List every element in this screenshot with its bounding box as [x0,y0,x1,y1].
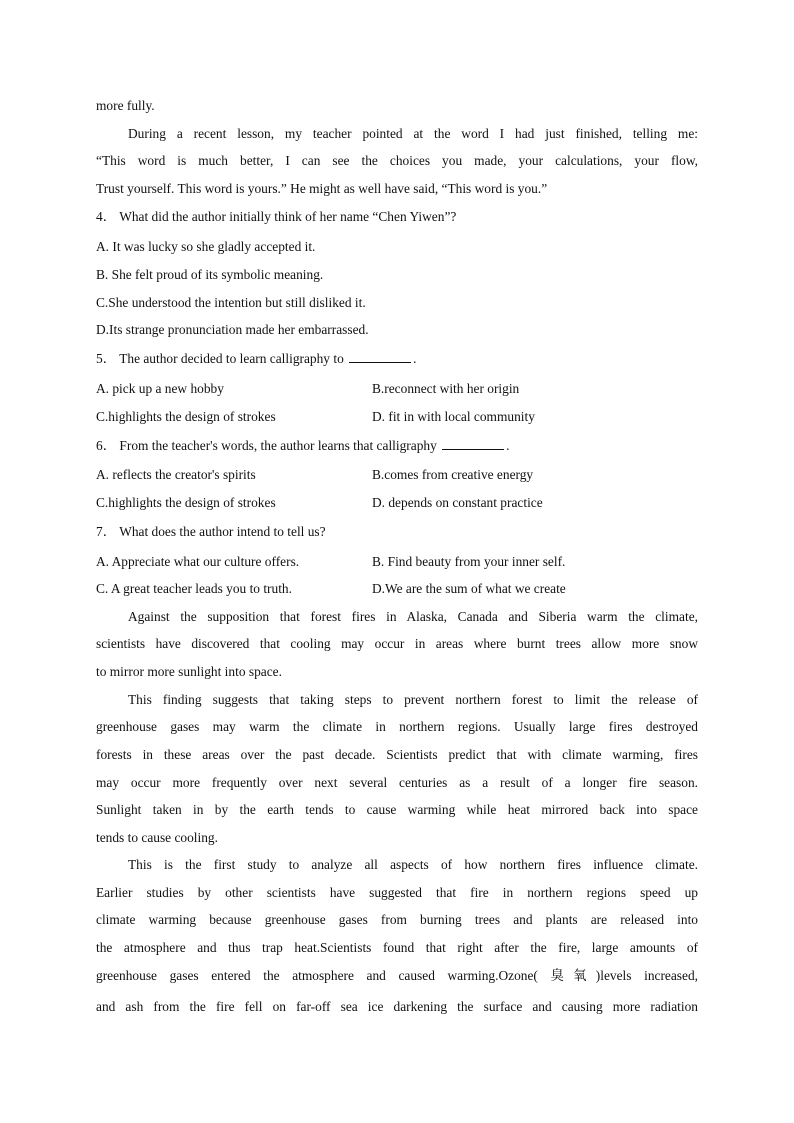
passage-line: greenhouse gases may warm the climate in northern regions. Usually large fires destroyed [96,719,698,734]
passage-line: This finding suggests that taking steps to prevent northern forest to limit the release of [128,692,698,707]
answer-option: B.reconnect with her origin [372,381,520,396]
passage-line: and ash from the fire fell on far-off sea ice darkening the surface and causing more radiation [96,999,698,1014]
answer-option: B. She felt proud of its symbolic meaning. [96,267,324,282]
passage-line: During a recent lesson, my teacher pointed at the word I had just finished, telling me: [128,126,698,141]
passage-line: tends to cause cooling. [96,830,218,845]
passage-line: may occur more frequently over next several centuries as a result of a longer fire season. [96,775,698,790]
answer-option: D.We are the sum of what we create [372,581,566,596]
answer-option: A. pick up a new hobby [96,381,224,396]
passage-line: the atmosphere and thus trap heat.Scientists found that right after the fire, large amounts of [96,940,698,955]
question-stem [96,437,510,454]
passage-line: Sunlight taken in by the earth tends to cause warming while heat mirrored back into space [96,802,698,817]
answer-option: D.Its strange pronunciation made her embarrassed. [96,322,369,337]
question-stem-text: 5． The author decided to learn calligraphy to [96,351,344,366]
question-stem: 7． What does the author intend to tell us? [96,524,326,539]
question-stem-end: . [506,438,510,453]
passage-line: Trust yourself. This word is yours.” He might as well have said, “This word is you.” [96,181,548,196]
answer-option: C.highlights the design of strokes [96,495,276,510]
passage-line: “This word is much better, I can see the choices you made, your calculations, your flow, [96,153,698,168]
question-stem-end: . [413,351,417,366]
answer-option: B. Find beauty from your inner self. [372,554,566,569]
question-stem [96,350,417,367]
passage-line: scientists have discovered that cooling may occur in areas where burnt trees allow more snow [96,636,698,651]
answer-blank [442,437,504,450]
answer-option: C.highlights the design of strokes [96,409,276,424]
passage-line: climate warming because greenhouse gases from burning trees and plants are released into [96,912,698,927]
answer-option: B.comes from creative energy [372,467,534,482]
answer-option: D. depends on constant practice [372,495,543,510]
passage-line: to mirror more sunlight into space. [96,664,282,679]
answer-option: C.She understood the intention but still disliked it. [96,295,366,310]
answer-blank [349,350,411,363]
answer-option: A. reflects the creator's spirits [96,467,256,482]
question-stem: 4． What did the author initially think of her name “Chen Yiwen”? [96,209,457,224]
answer-option: C. A great teacher leads you to truth. [96,581,292,596]
passage-line: Earlier studies by other scientists have suggested that fire in northern regions speed up [96,885,698,900]
passage-line: more fully. [96,98,155,113]
answer-option: A. Appreciate what our culture offers. [96,554,300,569]
passage-line: Against the supposition that forest fires in Alaska, Canada and Siberia warm the climate, [128,609,698,624]
answer-option: A. It was lucky so she gladly accepted it. [96,239,316,254]
question-stem-text: 6． From the teacher's words, the author learns that calligraphy [96,438,437,453]
passage-line: This is the first study to analyze all aspects of how northern fires influence climate. [128,857,698,872]
passage-line: forests in these areas over the past decade. Scientists predict that with climate warming, fires [96,747,698,762]
passage-line: greenhouse gases entered the atmosphere and caused warming.Ozone( 臭氧)levels increased, [96,968,698,983]
answer-option: D. fit in with local community [372,409,535,424]
